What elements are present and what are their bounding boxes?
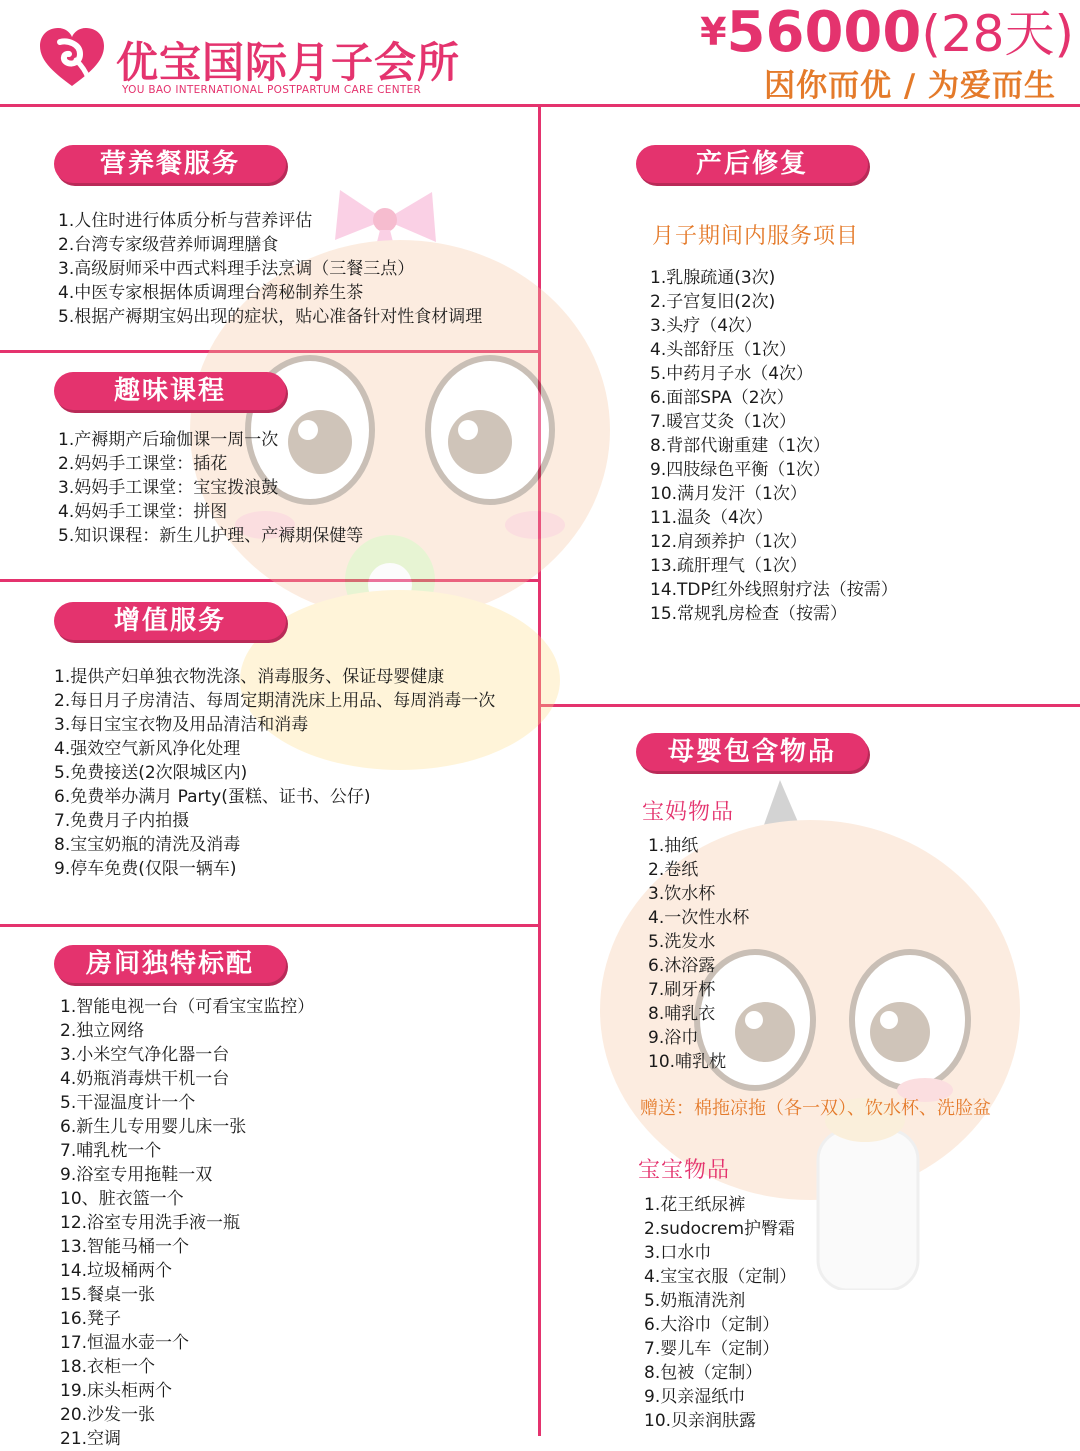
list-item: 12.肩颈养护（1次） [650, 532, 807, 552]
brand-english-name: YOU BAO INTERNATIONAL POSTPARTUM CARE CENTER [122, 84, 422, 96]
list-item: 1.人住时进行体质分析与营养评估 [58, 211, 313, 231]
list-item: 9.浴巾 [648, 1028, 699, 1048]
price-duration: (28天) [921, 5, 1074, 63]
list-item: 15.餐桌一张 [60, 1285, 156, 1305]
baby-items-list [644, 1193, 796, 1433]
list-item: 7.婴儿车（定制） [644, 1339, 780, 1359]
list-item: 3.饮水杯 [648, 884, 716, 904]
section-title-supplies: 母婴包含物品 [636, 733, 868, 771]
list-item: 5.中药月子水（4次） [650, 364, 814, 384]
gift-note: 赠送：棉拖凉拖（各一双）、饮水杯、洗脸盆 [640, 1098, 991, 1119]
list-item: 8.哺乳衣 [648, 1004, 716, 1024]
list-item: 8.背部代谢重建（1次） [650, 436, 831, 456]
list-item: 1.智能电视一台（可看宝宝监控） [60, 997, 315, 1017]
baby-items-title: 宝宝物品 [638, 1158, 731, 1183]
recovery-list [650, 266, 898, 626]
list-item: 9.停车免费(仅限一辆车) [54, 859, 237, 879]
list-item: 6.免费举办满月 Party(蛋糕、证书、公仔) [54, 787, 371, 807]
list-item: 18.衣柜一个 [60, 1357, 156, 1377]
list-item: 3.口水巾 [644, 1243, 712, 1263]
list-item: 21.空调 [60, 1429, 122, 1449]
list-item: 1.抽纸 [648, 836, 699, 856]
list-item: 7.暖宫艾灸（1次） [650, 412, 797, 432]
list-item: 20.沙发一张 [60, 1405, 156, 1425]
list-item: 14.TDP红外线照射疗法（按需） [650, 580, 898, 600]
list-item: 5.干湿温度计一个 [60, 1093, 196, 1113]
list-item: 10.贝亲润肤露 [644, 1411, 757, 1431]
list-item: 9.贝亲湿纸巾 [644, 1387, 746, 1407]
heart-logo-icon [36, 26, 108, 90]
list-item: 1.产褥期产后瑜伽课一周一次 [58, 430, 279, 450]
list-item: 4.头部舒压（1次） [650, 340, 797, 360]
list-item: 13.智能马桶一个 [60, 1237, 190, 1257]
header [0, 0, 1080, 106]
list-item: 10.哺乳枕 [648, 1052, 727, 1072]
list-item: 1.花王纸尿裤 [644, 1195, 746, 1215]
list-item: 4.奶瓶消毒烘干机一台 [60, 1069, 230, 1089]
list-item: 4.中医专家根据体质调理台湾秘制养生茶 [58, 283, 364, 303]
list-item: 2.台湾专家级营养师调理膳食 [58, 235, 279, 255]
list-item: 10.满月发汗（1次） [650, 484, 807, 504]
room-list [60, 995, 314, 1451]
section-title-room: 房间独特标配 [54, 945, 286, 983]
section-title-value-added: 增值服务 [54, 602, 286, 640]
list-item: 3.每日宝宝衣物及用品清洁和消毒 [54, 715, 309, 735]
mom-items-list [648, 834, 749, 1074]
list-item: 6.沐浴露 [648, 956, 716, 976]
list-item: 8.宝宝奶瓶的清洗及消毒 [54, 835, 241, 855]
list-item: 3.头疗（4次） [650, 316, 763, 336]
recovery-subtitle: 月子期间内服务项目 [652, 224, 860, 249]
section-divider [540, 704, 1080, 707]
currency-symbol: ¥ [700, 10, 727, 54]
value-added-list [54, 665, 495, 881]
brand-name: 优宝国际月子会所 [116, 38, 461, 87]
list-item: 19.床头柜两个 [60, 1381, 173, 1401]
list-item: 6.新生儿专用婴儿床一张 [60, 1117, 247, 1137]
slogan: 因你而优 / 为爱而生 [764, 68, 1056, 104]
list-item: 4.一次性水杯 [648, 908, 750, 928]
courses-list [58, 428, 363, 548]
section-divider [0, 924, 540, 927]
list-item: 2.卷纸 [648, 860, 699, 880]
list-item: 1.乳腺疏通(3次) [650, 268, 776, 288]
nutrition-list [58, 209, 482, 329]
list-item: 3.小米空气净化器一台 [60, 1045, 230, 1065]
section-title-nutrition: 营养餐服务 [54, 145, 286, 183]
section-title-courses: 趣味课程 [54, 372, 286, 410]
section-title-recovery: 产后修复 [636, 145, 868, 183]
list-item: 12.浴室专用洗手液一瓶 [60, 1213, 241, 1233]
list-item: 4.强效空气新风净化处理 [54, 739, 241, 759]
list-item: 4.妈妈手工课堂：拼图 [58, 502, 228, 522]
list-item: 9.四肢绿色平衡（1次） [650, 460, 831, 480]
list-item: 3.妈妈手工课堂：宝宝拨浪鼓 [58, 478, 279, 498]
price-amount: 56000 [726, 0, 922, 65]
list-item: 2.妈妈手工课堂：插花 [58, 454, 228, 474]
list-item: 4.宝宝衣服（定制） [644, 1267, 797, 1287]
mom-items-title: 宝妈物品 [642, 800, 735, 825]
list-item: 5.免费接送(2次限城区内) [54, 763, 248, 783]
package-price [700, 0, 1074, 66]
list-item: 3.高级厨师采中西式料理手法烹调（三餐三点） [58, 259, 415, 279]
list-item: 7.免费月子内拍摄 [54, 811, 190, 831]
list-item: 15.常规乳房检查（按需） [650, 604, 848, 624]
list-item: 5.根据产褥期宝妈出现的症状，贴心准备针对性食材调理 [58, 307, 483, 327]
list-item: 2.每日月子房清洁、每周定期清洗床上用品、每周消毒一次 [54, 691, 496, 711]
list-item: 6.大浴巾（定制） [644, 1315, 780, 1335]
list-item: 9.浴室专用拖鞋一双 [60, 1165, 213, 1185]
list-item: 1.提供产妇单独衣物洗涤、消毒服务、保证母婴健康 [54, 667, 445, 687]
list-item: 13.疏肝理气（1次） [650, 556, 807, 576]
list-item: 7.哺乳枕一个 [60, 1141, 162, 1161]
list-item: 5.知识课程：新生儿护理、产褥期保健等 [58, 526, 364, 546]
list-item: 6.面部SPA（2次） [650, 388, 794, 408]
list-item: 5.洗发水 [648, 932, 716, 952]
list-item: 11.温灸（4次） [650, 508, 773, 528]
list-item: 2.独立网络 [60, 1021, 145, 1041]
list-item: 8.包被（定制） [644, 1363, 763, 1383]
list-item: 10、脏衣篮一个 [60, 1189, 184, 1209]
list-item: 5.奶瓶清洗剂 [644, 1291, 746, 1311]
list-item: 16.凳子 [60, 1309, 122, 1329]
list-item: 14.垃圾桶两个 [60, 1261, 173, 1281]
list-item: 2.子宫复旧(2次) [650, 292, 776, 312]
list-item: 17.恒温水壶一个 [60, 1333, 190, 1353]
list-item: 7.刷牙杯 [648, 980, 716, 1000]
list-item: 2.sudocrem护臀霜 [644, 1219, 796, 1239]
